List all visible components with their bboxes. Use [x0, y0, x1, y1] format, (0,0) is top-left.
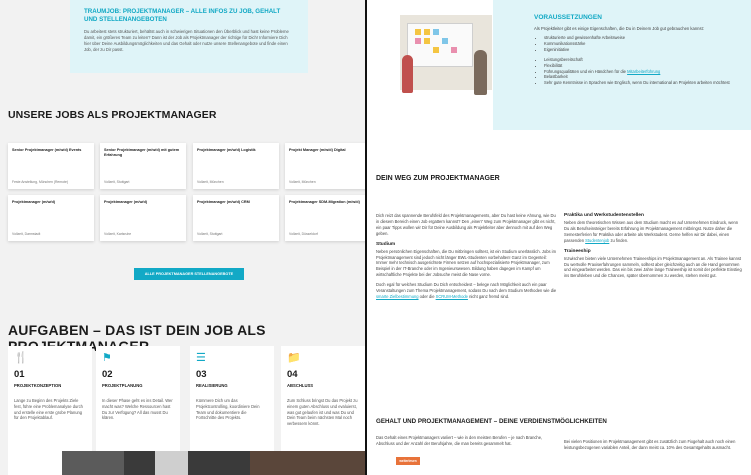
hero-text: Du arbeitest stets strukturiert, behältst auch in schwierigen Situationen den Überblick und hast keine Probleme damit, ein größeres Team zu leiten? Dann ist der Job als Projektmanager der richtige für Dich! Informiere Dich hier über Deine Ausbildungsmöglichkeiten und das Gehalt oder nutze unsere Stellenangebote und finde einen Job, der zu Dir passt.	[84, 29, 289, 52]
right-screenshot-panel	[367, 0, 751, 475]
sticky-note	[424, 38, 430, 44]
task-number: 03	[196, 369, 207, 380]
jobs-title: UNSERE JOBS ALS PROJEKTMANAGER	[8, 109, 217, 121]
job-title: Projektmanager (m/w/d) CRM	[197, 200, 250, 204]
subheading-studium: Studium	[376, 241, 396, 247]
paragraph-text: nicht ganz fremd sind.	[467, 293, 510, 299]
read-more-button[interactable]: weiterlesen	[396, 457, 420, 465]
sticky-note	[415, 29, 421, 35]
task-text: Kümmere Dich um das Projektcontrolling, koordiniere Dein Team und dokumentiere die Fortschritte des Projekts.	[196, 398, 260, 421]
hero-title: TRAUMJOB: PROJEKTMANAGER – ALLE INFOS ZU JOB, GEHALT UND STELLENANGEBOTEN	[84, 8, 281, 23]
requirements-intro: Als Projektleiter gibt es einige Eigenschaften, die Du in Deinem Job gut gebrauchen kannst:	[534, 26, 704, 31]
way-left-column	[376, 213, 559, 300]
requirements-list	[534, 35, 739, 86]
task-name: PROJEKTPLANUNG	[102, 383, 143, 388]
salary-left-text: Das Gehalt eines Projektmanagers variiert – wie in den meisten Berufen – je nach Branche, Abschluss und der Anzahl der Berufsjahre, die man bereits gesammelt hat.	[376, 435, 543, 446]
scrum-link[interactable]: SCRUM-Methode	[435, 293, 468, 299]
zielbestimmung-link[interactable]: smarte Zielbestimmung	[376, 293, 419, 299]
folder-icon: 📁	[287, 352, 301, 364]
subheading-traineeship: Traineeship	[564, 248, 591, 254]
paragraph-text: Doch egal für welches Studium Du Dich entscheidest – belege nach Möglichkeit auch ein paar Veranstaltungen zum Thema Projektmanagement, sodass Du nach dem Studium Methoden wie die	[376, 282, 557, 294]
paragraph-text: oder die	[418, 293, 436, 299]
requirement-item: • Eigeninitiative	[544, 47, 739, 53]
sticky-note	[424, 29, 430, 35]
sticky-note	[442, 38, 448, 44]
paragraph	[564, 220, 744, 244]
job-title: Projektmanager (m/w/d)	[104, 200, 148, 204]
job-card[interactable]	[8, 143, 94, 189]
task-number: 01	[14, 369, 25, 380]
salary-title: GEHALT UND PROJEKTMANAGEMENT – DEINE VERDIENSTMÖGLICHKEITEN	[376, 418, 607, 425]
requirements-box	[493, 0, 751, 130]
requirement-item: • Belastbarkeit	[544, 74, 739, 80]
paragraph: Neben persönlichen Eigenschaften, die Du mitbringen solltest, ist ein Studium unerlässlich. Jobs im Projektmanagement sind jedoch nicht länger BWL-Studenten vorbehalten! Ganz im Gegenteil: Immer mehr technisch ausgerichtete Firmen setzen auf hochspezialisierte Projektmanager, zum Beispiel in der IT-Branche oder im Ingenieurswesen. Bildung haben dagegen im Kampf um wirtschaftliche Projekte bei der Jobsuche meist die Nase vorne.	[376, 248, 556, 278]
paragraph: Dich reizt das spannende Berufsfeld des Projektmanagements, aber Du hast keine Ahnung, wie Du in diesem Bereich einen Job ergattern kannst? Den „einen“ Weg zum Projektmanager gibt es nicht, ein paar Tipps wollen wir Dir für Deine Ausbildung als Projektleiter aber dennoch mit auf den Weg geben.	[376, 213, 556, 236]
all-jobs-button[interactable]: ALLE PROJEKTMANAGER STELLENANGEBOTE	[134, 268, 244, 280]
studentenjob-link[interactable]: Studentenjob	[585, 237, 610, 243]
task-name: PROJEKTKONZEPTION	[14, 383, 62, 388]
requirement-text: Führungsqualitäten und ein Händchen für die	[544, 68, 626, 74]
job-meta: Vollzeit, Darmstadt	[12, 232, 41, 236]
paragraph-text: zu finden.	[609, 237, 629, 243]
requirement-item: • strukturierte und gewissenhafte Arbeitsweise	[544, 35, 739, 41]
task-number: 04	[287, 369, 298, 380]
job-title: Senior Projektmanager (m/w/d) Events	[12, 148, 82, 152]
task-text: Zum Schluss bringst Du das Projekt zu einem guten Abschluss und evaluierst, was gut gelaufen ist und was Du und Dein Team beim nächsten Mal noch verbessern könnt.	[287, 398, 358, 427]
hero-box	[70, 0, 308, 73]
way-title: DEIN WEG ZUM PROJEKTMANAGER	[376, 175, 500, 182]
photo-thumbnail	[62, 451, 124, 475]
whiteboard-photo	[400, 15, 492, 90]
left-screenshot-panel	[0, 0, 365, 475]
job-title: Senior Projektmanager (m/w/d) mit gutem Erfahrung	[104, 148, 180, 157]
paragraph: Inzwischen bieten viele Unternehmen Traineeships im Projektmanagement an. Als Trainee kannst Du wertvolle Praxiserfahrungen sammeln, solltest aber gleichzeitig auch an die Hand genommen und eingearbeitet werden. Das ein bis zwei Jahre lange Traineeship ist somit der perfekte Einstieg ins Berufsleben und die Chancen, später übernommen zu werden, stehen meist gut.	[564, 255, 742, 279]
job-meta: Feste Anstellung, München (Remote)	[12, 180, 68, 184]
mitarbeiterfuehrung-link[interactable]: Mitarbeiterführung	[627, 68, 661, 74]
job-title: Projektmanager (m/w/d) Logistik	[197, 148, 256, 152]
job-meta: Vollzeit, Stuttgart	[197, 232, 223, 236]
person-figure	[474, 50, 487, 95]
job-card[interactable]	[285, 195, 365, 241]
requirement-item: • Flexibilität	[544, 63, 739, 69]
job-meta: Vollzeit, München	[289, 180, 316, 184]
job-card[interactable]	[100, 143, 186, 189]
sticky-note	[433, 47, 439, 53]
job-card[interactable]	[285, 143, 365, 189]
job-card[interactable]	[193, 195, 279, 241]
job-card[interactable]	[100, 195, 186, 241]
task-name: REALISIERUNG	[196, 383, 228, 388]
job-title: Projekt Manager (m/w/d) Digital	[289, 148, 346, 152]
sliders-icon: ☰	[196, 352, 206, 364]
job-card[interactable]	[8, 195, 94, 241]
requirement-item: • Leistungsbereitschaft	[544, 57, 739, 63]
sticky-note	[451, 47, 457, 53]
job-title: Projektmanager (m/w/d)	[12, 200, 56, 204]
flag-icon: ⚑	[102, 352, 112, 364]
photo-thumbnail	[155, 451, 188, 475]
task-text: Lange zu Beginn des Projekts Ziele fest, führe eine Problemanalyse durch und erstelle eine erste grobe Planung für den Projektablauf.	[14, 398, 83, 421]
job-meta: Vollzeit, Karlsruhe	[104, 232, 132, 236]
job-card[interactable]	[193, 143, 279, 189]
way-right-column	[564, 213, 744, 279]
requirements-title: VORAUSSETZUNGEN	[534, 14, 602, 21]
requirement-item: • Sehr gute Kenntnisse in Sprachen wie Englisch, wenn Du international an Projekten arbeiten möchtest	[544, 80, 739, 86]
paragraph	[376, 282, 559, 300]
task-text: In dieser Phase geht es ins Detail. Wer macht was? Welche Ressourcen hast Du zur Verfügung? All das musst Du klären.	[102, 398, 173, 421]
photo-thumbnail	[250, 451, 365, 475]
job-title: Projektmanager SDM-Migration (m/w/d)	[289, 200, 360, 204]
task-name: ABSCHLUSS	[287, 383, 314, 388]
task-number: 02	[102, 369, 113, 380]
subheading-praktika: Praktika und Werkstudentenstellen	[564, 213, 644, 218]
requirement-item: • Kommunikationsstärke	[544, 41, 739, 47]
job-meta: Vollzeit, Düsseldorf	[289, 232, 318, 236]
sticky-note	[415, 38, 421, 44]
job-meta: Vollzeit, Stuttgart	[104, 180, 130, 184]
paragraph-text: Neben dem theoretischen Wissen aus dem Studium macht es auf Unternehmen Eindruck, wenn Du als Berufseinsteiger bereits Erfahrung im Projektmanagement mitbringst. Nutze daher die Semesterferien für Praktika oder arbeite als Werkstudent. Gerne helfen wir Dir dabei, einen passenden	[564, 220, 739, 243]
salary-right-text: Bei vielen Positionen im Projektmanagement gibt es zusätzlich zum Fixgehalt auch noch einen leistungsbezogenen variablen Anteil, der dann meist ca. 10% des Gesamtgehalts ausmacht.	[564, 439, 736, 450]
sticky-note	[433, 29, 439, 35]
job-meta: Vollzeit, München	[197, 180, 224, 184]
tasks-title: AUFGABEN – DAS IST DEIN JOB ALS	[8, 322, 266, 338]
person-figure	[402, 55, 413, 93]
cutlery-icon: 🍴	[14, 352, 28, 364]
